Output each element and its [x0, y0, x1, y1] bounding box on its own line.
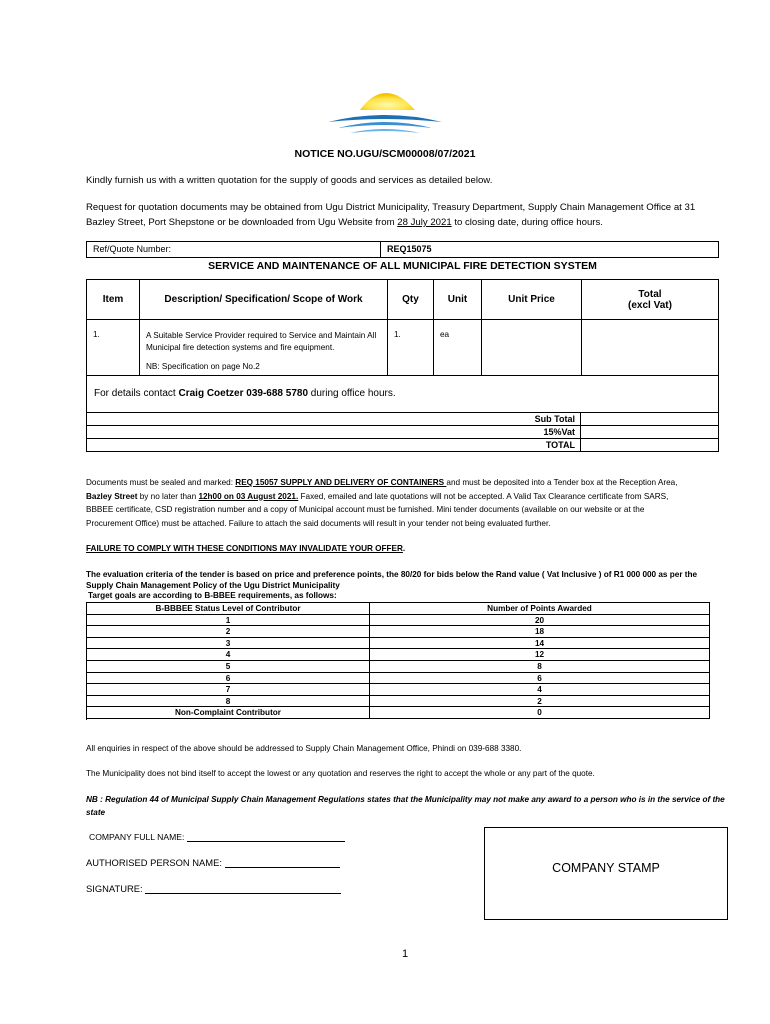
row-total — [581, 319, 719, 376]
municipality-disclaimer: The Municipality does not bind itself to accept the lowest or any quotation and reserves the right to accept the whole or any part of the quote. — [86, 769, 595, 778]
table-row: 6 6 — [87, 673, 710, 685]
vat-value — [580, 425, 719, 439]
subtotal-value — [580, 412, 719, 426]
authorised-person-field[interactable]: AUTHORISED PERSON NAME: — [86, 857, 340, 868]
service-title: SERVICE AND MAINTENANCE OF ALL MUNICIPAL FIRE DETECTION SYSTEM — [208, 260, 597, 272]
header-total: Total (excl Vat) — [581, 279, 719, 320]
row-qty: 1. — [387, 319, 434, 376]
enquiries-text: All enquiries in respect of the above should be addressed to Supply Chain Management Office, Phindi on 039-688 3380. — [86, 744, 522, 753]
header-unit-price: Unit Price — [481, 279, 582, 320]
municipality-logo — [320, 78, 450, 138]
total-label: TOTAL — [86, 438, 581, 452]
table-row: 7 4 — [87, 684, 710, 696]
target-goals: Target goals are according to B-BBEE requirements, as follows: — [88, 591, 337, 600]
failure-warning: FAILURE TO COMPLY WITH THESE CONDITIONS MAY INVALIDATE YOUR OFFER. — [86, 544, 406, 553]
bbbee-col-points: Number of Points Awarded — [370, 603, 710, 615]
request-text: Request for quotation documents may be obtained from Ugu District Municipality, Treasury Department, Supply Chain Management Office at 31 Bazley Street, Port Shepstone or be downloaded from Ugu Website from 28 July 2021 to closing date, during office hours. — [86, 202, 696, 228]
bbbee-table — [86, 602, 710, 720]
header-item: Item — [86, 279, 140, 320]
authorised-person-line[interactable] — [225, 867, 340, 868]
tender-reference: REQ 15057 SUPPLY AND DELIVERY OF CONTAINERS — [235, 478, 447, 487]
intro-text: Kindly furnish us with a written quotation for the supply of goods and services as detailed below. — [86, 175, 493, 186]
ref-label: Ref/Quote Number: — [93, 244, 172, 254]
quote-table — [86, 279, 719, 455]
table-row: 3 14 — [87, 638, 710, 650]
documents-paragraph: Documents must be sealed and marked: REQ 15057 SUPPLY AND DELIVERY OF CONTAINERS and must be deposited into a Tender box at the Reception Area, Bazley Street by no later than 12h00 on 03 August 2021. Faxed, emailed and late quotations will not be accepted. A Valid Tax Clearance certificate from SARS, BBBEE certificate, CSD registration number and a copy of Municipal account must be furnished. Mini tender documents (available on our website or at the Procurement Office) must be attached. Failure to attach the said documents will result in your tender not being evaluated further. — [86, 478, 678, 528]
table-row: 4 12 — [87, 649, 710, 661]
regulation-note: NB : Regulation 44 of Municipal Supply Chain Management Regulations states that the Municipality may not make any award to a person who is in the service of the state — [86, 795, 725, 817]
company-stamp-label: COMPANY STAMP — [552, 861, 660, 875]
header-qty: Qty — [387, 279, 434, 320]
header-unit: Unit — [433, 279, 482, 320]
header-description: Description/ Specification/ Scope of Work — [139, 279, 388, 320]
table-row: Non-Complaint Contributor 0 — [87, 707, 710, 719]
bbbee-header-row — [87, 603, 710, 615]
table-row: 8 2 — [87, 696, 710, 708]
ref-value: REQ15075 — [387, 244, 432, 254]
contact-name: Craig Coetzer 039-688 5780 — [178, 388, 309, 399]
contact-row: For details contact Craig Coetzer 039-688 5780 during office hours. — [86, 375, 719, 413]
page-number: 1 — [401, 948, 409, 960]
vat-label: 15%Vat — [86, 425, 581, 439]
closing-date: 12h00 on 03 August 2021. — [198, 491, 299, 501]
company-name-field[interactable]: COMPANY FULL NAME: — [89, 832, 345, 842]
notice-title: NOTICE NO.UGU/SCM00008/07/2021 — [294, 148, 476, 160]
row-description: A Suitable Service Provider required to Service and Maintain All Municipal fire detection systems and fire equipment. NB: Specification on page No.2 — [139, 319, 388, 376]
row-unit: ea — [433, 319, 482, 376]
company-stamp-box — [484, 827, 728, 920]
company-name-line[interactable] — [187, 841, 345, 842]
row-item: 1. — [86, 319, 140, 376]
row-unit-price — [481, 319, 582, 376]
subtotal-label: Sub Total — [86, 412, 581, 426]
divider — [380, 242, 381, 257]
request-date: 28 July 2021 — [397, 217, 452, 228]
ref-quote-row — [86, 241, 719, 258]
signature-line[interactable] — [145, 893, 341, 894]
total-value — [580, 438, 719, 452]
table-row: 1 20 — [87, 615, 710, 627]
evaluation-criteria: The evaluation criteria of the tender is based on price and preference points, the 80/20 for bids below the Rand value ( Vat Inclusive ) of R1 000 000 as per the Supply Chain Management Policy of the Ugu District Municipality — [86, 570, 698, 590]
table-row: 5 8 — [87, 661, 710, 673]
table-row: 2 18 — [87, 626, 710, 638]
bbbee-col-level: B-BBBEE Status Level of Contributor — [87, 603, 370, 615]
signature-field[interactable]: SIGNATURE: — [86, 883, 341, 894]
